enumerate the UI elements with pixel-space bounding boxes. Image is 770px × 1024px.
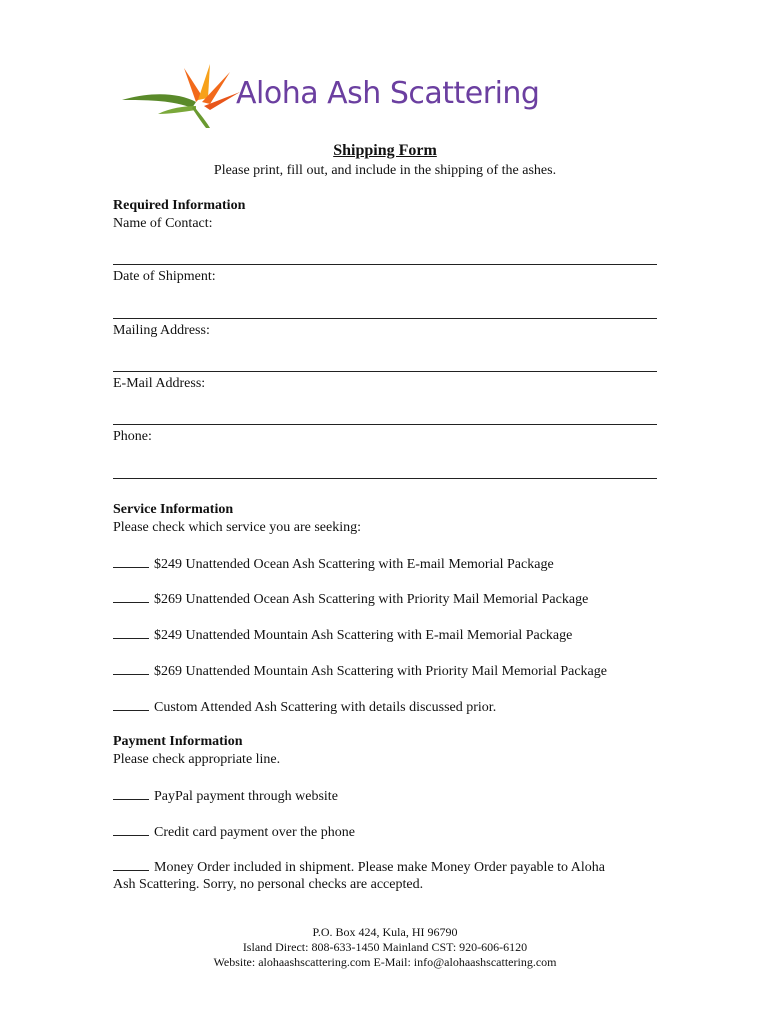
payment-option[interactable]: PayPal payment through website bbox=[113, 788, 338, 805]
service-instruction: Please check which service you are seeking: bbox=[113, 520, 362, 535]
service-option[interactable]: $269 Unattended Mountain Ash Scattering with Priority Mail Memorial Package bbox=[113, 663, 607, 680]
payment-heading: Payment Information bbox=[113, 734, 243, 749]
email-address-line[interactable] bbox=[113, 424, 657, 425]
payment-option-continuation: Ash Scattering. Sorry, no personal checks are accepted. bbox=[113, 877, 424, 892]
bird-of-paradise-flower-icon bbox=[118, 62, 248, 134]
footer-phones: Island Direct: 808-633-1450 Mainland CST: 920-606-6120 bbox=[242, 940, 528, 954]
check-line[interactable] bbox=[113, 627, 149, 639]
service-heading: Service Information bbox=[113, 502, 234, 517]
email-address-label: E-Mail Address: bbox=[113, 376, 206, 391]
check-line[interactable] bbox=[113, 699, 149, 711]
payment-option[interactable]: Credit card payment over the phone bbox=[113, 824, 355, 841]
service-option[interactable]: $249 Unattended Ocean Ash Scattering with E-mail Memorial Package bbox=[113, 556, 554, 573]
required-heading: Required Information bbox=[113, 198, 246, 213]
shipment-date-line[interactable] bbox=[113, 318, 657, 319]
form-title: Shipping Form bbox=[333, 142, 437, 159]
form-subtitle: Please print, fill out, and include in the shipping of the ashes. bbox=[213, 163, 557, 178]
contact-name-label: Name of Contact: bbox=[113, 216, 213, 231]
phone-line[interactable] bbox=[113, 478, 657, 479]
check-line[interactable] bbox=[113, 859, 149, 871]
service-option[interactable]: $269 Unattended Ocean Ash Scattering with Priority Mail Memorial Package bbox=[113, 591, 588, 608]
mailing-address-line[interactable] bbox=[113, 371, 657, 372]
check-line[interactable] bbox=[113, 788, 149, 800]
payment-option[interactable]: Money Order included in shipment. Please make Money Order payable to Aloha bbox=[113, 859, 605, 876]
contact-name-line[interactable] bbox=[113, 264, 657, 265]
footer-address: P.O. Box 424, Kula, HI 96790 bbox=[312, 925, 458, 939]
check-line[interactable] bbox=[113, 591, 149, 603]
shipment-date-label: Date of Shipment: bbox=[113, 269, 216, 284]
payment-instruction: Please check appropriate line. bbox=[113, 752, 281, 767]
check-line[interactable] bbox=[113, 824, 149, 836]
check-line[interactable] bbox=[113, 663, 149, 675]
brand-name: Aloha Ash Scattering bbox=[236, 76, 540, 111]
check-line[interactable] bbox=[113, 556, 149, 568]
footer-web-email: Website: alohaashscattering.com E-Mail: info@alohaashscattering.com bbox=[213, 955, 557, 969]
mailing-address-label: Mailing Address: bbox=[113, 323, 210, 338]
phone-label: Phone: bbox=[113, 429, 152, 444]
service-option[interactable]: Custom Attended Ash Scattering with details discussed prior. bbox=[113, 699, 496, 716]
service-option[interactable]: $249 Unattended Mountain Ash Scattering with E-mail Memorial Package bbox=[113, 627, 572, 644]
